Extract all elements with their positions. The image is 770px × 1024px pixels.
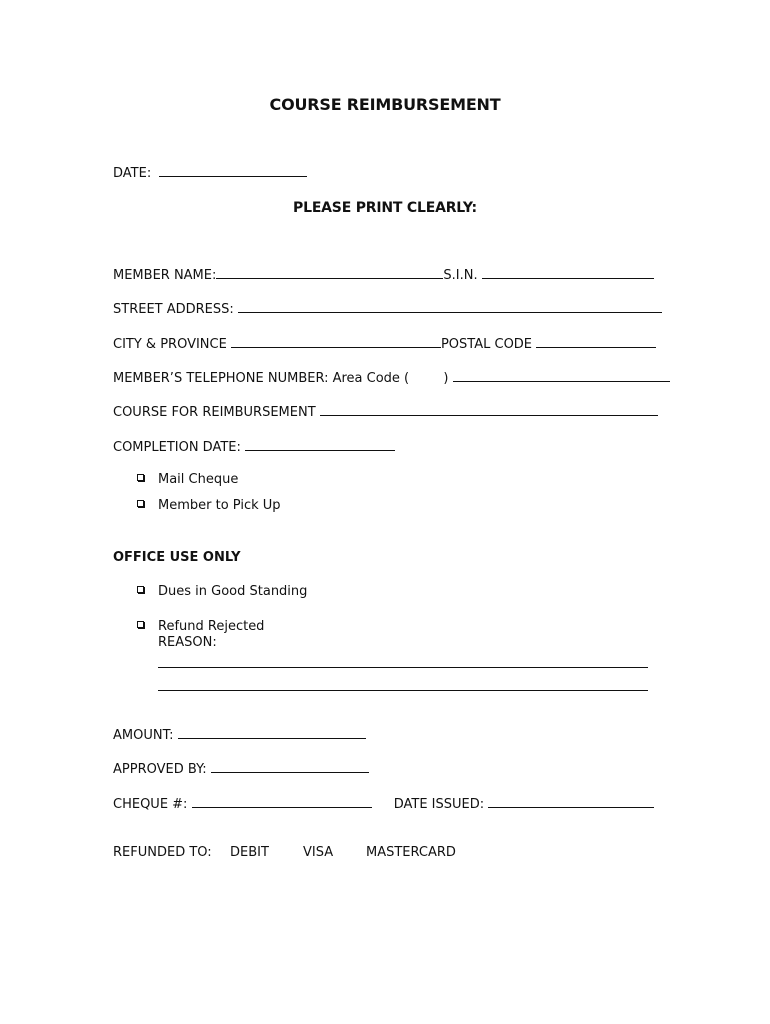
course-row [113,403,658,420]
course-field[interactable] [320,403,658,416]
postal-code-field[interactable] [536,335,656,348]
approved-by-field[interactable] [211,760,369,773]
cheque-number-label: CHEQUE #: [113,797,188,812]
member-pickup-checkbox[interactable] [137,500,144,507]
cheque-row [113,795,654,812]
amount-field[interactable] [178,726,366,739]
date-label: DATE: [113,166,152,181]
completion-date-label: COMPLETION DATE: [113,440,241,455]
city-province-row [113,335,656,352]
print-clearly-instruction: PLEASE PRINT CLEARLY: [293,200,477,216]
street-address-row [113,300,662,317]
city-province-label: CITY & PROVINCE [113,337,227,352]
completion-date-field[interactable] [245,438,395,451]
mail-cheque-option[interactable] [135,472,238,487]
street-address-label: STREET ADDRESS: [113,302,234,317]
date-issued-field[interactable] [488,795,654,808]
postal-code-label: POSTAL CODE [440,337,533,352]
refund-rejected-option[interactable] [135,619,264,634]
office-use-heading: OFFICE USE ONLY [113,550,241,565]
member-pickup-option[interactable] [135,498,281,513]
reason-line-1[interactable] [158,666,648,668]
city-province-field[interactable] [231,335,441,348]
sin-field[interactable] [482,266,654,279]
refund-method-mastercard[interactable]: MASTERCARD [366,845,456,860]
member-name-row [113,266,654,283]
good-standing-label: Dues in Good Standing [158,584,308,599]
cheque-number-field[interactable] [192,795,372,808]
approved-by-row [113,760,369,777]
refund-rejected-label: Refund Rejected [158,619,265,634]
telephone-field[interactable] [453,369,670,382]
date-row [113,164,307,181]
course-label: COURSE FOR REIMBURSEMENT [113,405,316,420]
date-issued-label: DATE ISSUED: [393,797,485,812]
area-code-field[interactable] [413,370,439,382]
completion-date-row [113,438,395,455]
telephone-row [113,369,670,386]
page-title: COURSE REIMBURSEMENT [269,95,501,114]
street-address-field[interactable] [238,300,662,313]
member-name-label: MEMBER NAME: [113,268,217,283]
refunded-to-label: REFUNDED TO: [113,845,212,860]
refund-method-debit[interactable]: DEBIT [230,845,269,860]
refund-method-visa[interactable]: VISA [303,845,334,860]
sin-label: S.I.N. [443,268,478,283]
date-field[interactable] [159,164,307,177]
approved-by-label: APPROVED BY: [113,762,207,777]
member-pickup-label: Member to Pick Up [158,498,281,513]
reason-line-2[interactable] [158,689,648,691]
good-standing-option[interactable] [135,584,307,599]
good-standing-checkbox[interactable] [137,586,144,593]
mail-cheque-label: Mail Cheque [158,472,239,487]
amount-label: AMOUNT: [113,728,174,743]
amount-row [113,726,366,743]
telephone-close-paren: ) [443,371,449,386]
mail-cheque-checkbox[interactable] [137,474,144,481]
telephone-label: MEMBER’S TELEPHONE NUMBER: Area Code ( [113,371,410,386]
reason-label: REASON: [158,635,217,650]
member-name-field[interactable] [216,266,443,279]
refund-rejected-checkbox[interactable] [137,621,144,628]
